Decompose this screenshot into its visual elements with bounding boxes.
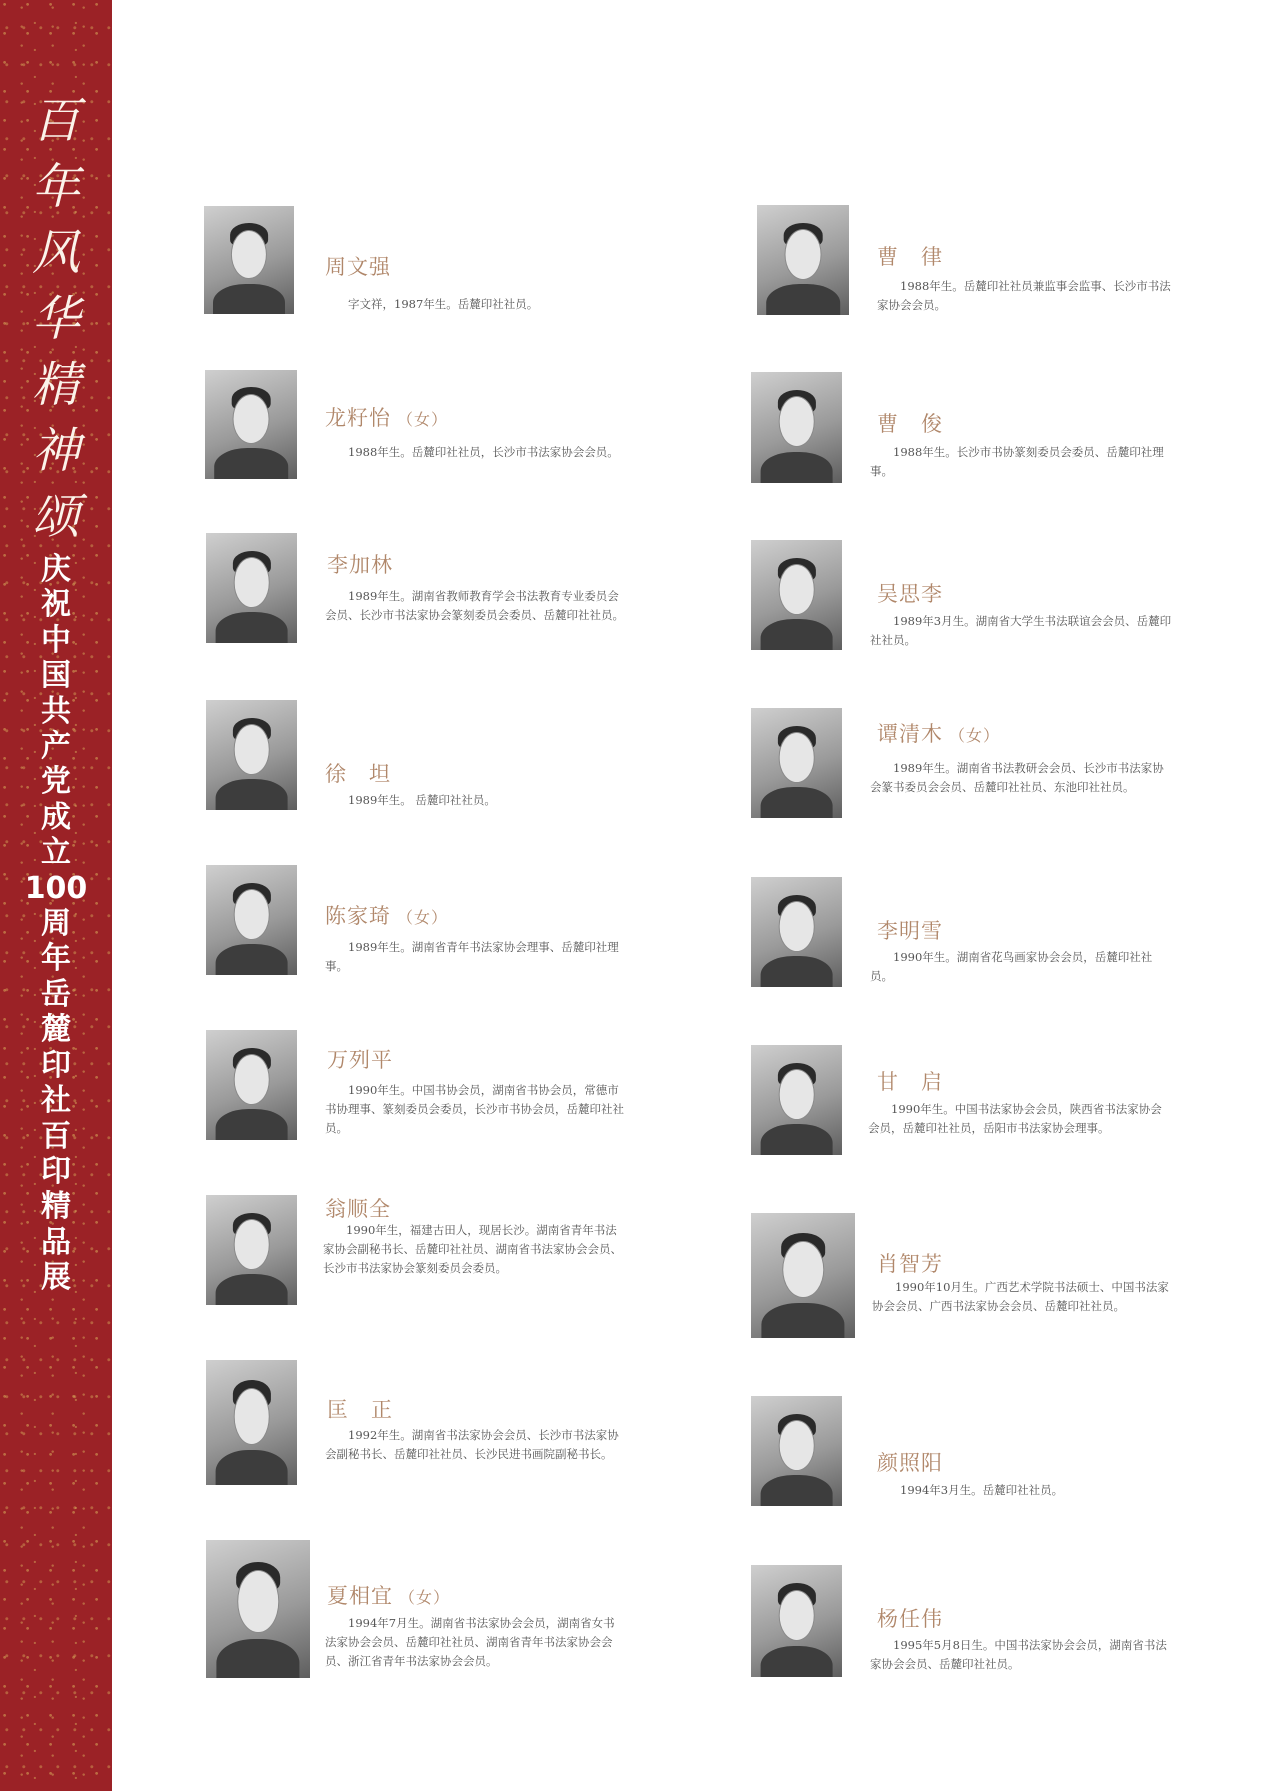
subtitle-char: 中 <box>41 622 71 658</box>
member-name: 肖智芳 <box>877 1252 943 1276</box>
member-photo <box>204 206 294 314</box>
member-name: 李明雪 <box>877 919 943 943</box>
subtitle-char: 麓 <box>41 1012 71 1048</box>
exhibition-subtitle <box>0 552 112 1296</box>
member-photo <box>206 865 297 975</box>
subtitle-char: 年 <box>41 941 71 977</box>
member-bio: 1989年生。 岳麓印社社员。 <box>348 793 496 807</box>
member-photo <box>206 1540 310 1678</box>
member-bio: 1994年3月生。岳麓印社社员。 <box>900 1483 1064 1497</box>
member-bio: 1989年生。湖南省书法教研会会员、长沙市书法家协会篆书委员会会员、岳麓印社社员、东池印社社员。 <box>870 761 1164 794</box>
member-bio: 字文祥，1987年生。岳麓印社社员。 <box>348 297 539 311</box>
member-photo <box>206 533 297 643</box>
member-photo <box>751 372 842 483</box>
subtitle-char: 社 <box>41 1083 71 1119</box>
member-bio: 1990年10月生。广西艺术学院书法硕士、中国书法家协会会员、广西书法家协会会员、岳麓印社社员。 <box>872 1280 1169 1313</box>
subtitle-char: 岳 <box>41 976 71 1012</box>
subtitle-char: 周 <box>41 906 71 942</box>
subtitle-char: 祝 <box>41 587 71 623</box>
calligraphy-char: 年 <box>31 159 80 215</box>
calligraphy-char: 百 <box>31 93 80 149</box>
member-photo <box>751 1396 842 1506</box>
member-bio: 1989年生。湖南省教师教育学会书法教育专业委员会会员、长沙市书法家协会篆刻委员会委员、岳麓印社社员。 <box>325 589 624 622</box>
subtitle-char: 产 <box>41 729 71 765</box>
member-photo <box>751 1213 855 1338</box>
member-photo <box>751 877 842 987</box>
calligraphy-char: 神 <box>31 423 80 479</box>
member-photo <box>751 1565 842 1677</box>
member-name: 杨任伟 <box>877 1607 943 1631</box>
member-bio: 1988年生。岳麓印社社员兼监事会监事、长沙市书法家协会会员。 <box>877 279 1171 312</box>
subtitle-char: 印 <box>41 1047 71 1083</box>
subtitle-char: 共 <box>41 693 71 729</box>
sidebar-banner <box>0 0 112 1791</box>
calligraphy-char: 华 <box>31 291 80 347</box>
member-bio: 1990年生。中国书法家协会会员，陕西省书法家协会会员，岳麓印社社员，岳阳市书法家协会理事。 <box>868 1102 1162 1135</box>
subtitle-char: 精 <box>41 1189 71 1225</box>
member-photo <box>751 540 842 650</box>
member-name: 匡 正 <box>327 1398 393 1422</box>
subtitle-char: 庆 <box>41 552 71 587</box>
member-bio: 1989年3月生。湖南省大学生书法联谊会会员、岳麓印社社员。 <box>870 614 1172 647</box>
member-photo <box>751 1045 842 1155</box>
member-bio: 1988年生。岳麓印社社员，长沙市书法家协会会员。 <box>348 445 619 459</box>
member-bio: 1992年生。湖南省书法家协会会员、长沙市书法家协会副秘书长、岳麓印社社员、长沙民进书画院副秘书长。 <box>325 1428 619 1461</box>
member-photo <box>206 1360 297 1485</box>
member-photo <box>206 1195 297 1305</box>
member-name: 曹 律 <box>877 245 943 269</box>
member-photo <box>206 1030 297 1140</box>
subtitle-char: 展 <box>41 1260 71 1296</box>
member-bio: 1990年生。湖南省花鸟画家协会会员，岳麓印社社员。 <box>870 950 1153 983</box>
calligraphy-title <box>0 88 112 550</box>
calligraphy-char: 风 <box>31 225 80 281</box>
member-name: 吴思李 <box>877 582 943 606</box>
member-bio: 1990年生。中国书协会员，湖南省书协会员，常德市书协理事、篆刻委员会委员，长沙市书协会员，岳麓印社社员。 <box>325 1083 624 1135</box>
member-name: 翁顺全 <box>325 1197 391 1221</box>
member-bio: 1990年生，福建古田人，现居长沙。湖南省青年书法家协会副秘书长、岳麓印社社员、湖南省书法家协会会员、长沙市书法家协会篆刻委员会委员。 <box>323 1223 622 1275</box>
member-photo <box>205 370 297 479</box>
calligraphy-char: 精 <box>31 357 80 413</box>
subtitle-char: 党 <box>41 764 71 800</box>
subtitle-char: 品 <box>41 1224 71 1260</box>
member-photo <box>751 708 842 818</box>
member-name: 曹 俊 <box>877 412 943 436</box>
subtitle-char: 100 <box>24 870 88 906</box>
member-name: 万列平 <box>327 1048 393 1072</box>
member-name: 颜照阳 <box>877 1451 943 1475</box>
member-name: 谭清木 （女） <box>877 722 1001 746</box>
member-bio: 1988年生。长沙市书协篆刻委员会委员、岳麓印社理事。 <box>870 445 1164 478</box>
member-bio: 1994年7月生。湖南省书法家协会会员，湖南省女书法家协会会员、岳麓印社社员、湖南省青年书法家协会会员、浙江省青年书法家协会会员。 <box>325 1616 615 1668</box>
member-name: 夏相宜 （女） <box>327 1584 451 1608</box>
member-bio: 1995年5月8日生。中国书法家协会会员，湖南省书法家协会会员、岳麓印社社员。 <box>870 1638 1167 1671</box>
subtitle-char: 百 <box>41 1118 71 1154</box>
subtitle-char: 立 <box>41 835 71 871</box>
member-name: 甘 启 <box>877 1070 943 1094</box>
member-bio: 1989年生。湖南省青年书法家协会理事、岳麓印社理事。 <box>325 940 619 973</box>
member-photo <box>757 205 849 315</box>
subtitle-char: 成 <box>41 799 71 835</box>
member-name: 李加林 <box>327 553 393 577</box>
subtitle-char: 印 <box>41 1153 71 1189</box>
member-name: 徐 坦 <box>325 762 391 786</box>
calligraphy-char: 颂 <box>31 489 80 545</box>
member-name: 陈家琦 （女） <box>325 904 449 928</box>
member-name: 龙籽怡 （女） <box>325 406 449 430</box>
member-name: 周文强 <box>325 255 391 279</box>
member-photo <box>206 700 297 810</box>
subtitle-char: 国 <box>41 658 71 694</box>
